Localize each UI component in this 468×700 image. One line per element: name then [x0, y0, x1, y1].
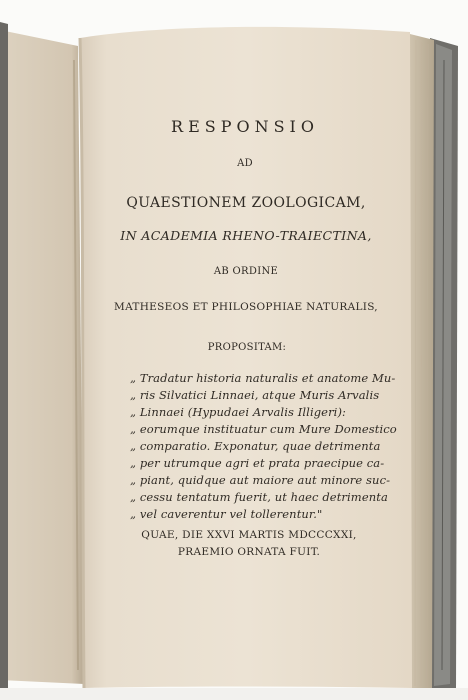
- faculty-line: MATHESEOS ET PHILOSOPHIAE NATURALIS,: [114, 301, 378, 313]
- question-line-8: „ cessu tentatum fuerit, ut haec detrimenta: [130, 490, 388, 504]
- question-line-1: „ Tradatur historia naturalis et anatome Mu-: [130, 371, 396, 385]
- question-line-7: „ piant, quidque aut maiore aut minore suc-: [130, 473, 391, 487]
- question-line-9: „ vel caverentur vel tollerentur.": [130, 507, 323, 521]
- title: RESPONSIO: [171, 117, 319, 136]
- question-line-4: „ eorumque instituatur cum Mure Domestico: [130, 422, 397, 436]
- question-line-3: „ Linnaei (Hypudaei Arvalis Illigeri):: [130, 405, 347, 419]
- award-line-1: QUAE, DIE XXVI MARTIS MDCCCXXI,: [141, 529, 357, 541]
- by-order-line: AB ORDINE: [213, 266, 279, 277]
- question-line-6: „ per utrumque agri et prata praecipue ca-: [130, 456, 385, 470]
- question-line-2: „ ris Silvatici Linnaei, atque Muris Arvalis: [130, 388, 380, 402]
- question-heading: QUAESTIONEM ZOOLOGICAM,: [126, 195, 366, 211]
- ad-line: AD: [237, 158, 253, 169]
- proposed-line: PROPOSITAM:: [207, 342, 287, 353]
- academy-line: IN ACADEMIA RHENO-TRAIECTINA,: [120, 228, 372, 243]
- award-line-2: PRAEMIO ORNATA FUIT.: [177, 546, 321, 558]
- question-line-5: „ comparatio. Exponatur, quae detrimenta: [130, 439, 381, 453]
